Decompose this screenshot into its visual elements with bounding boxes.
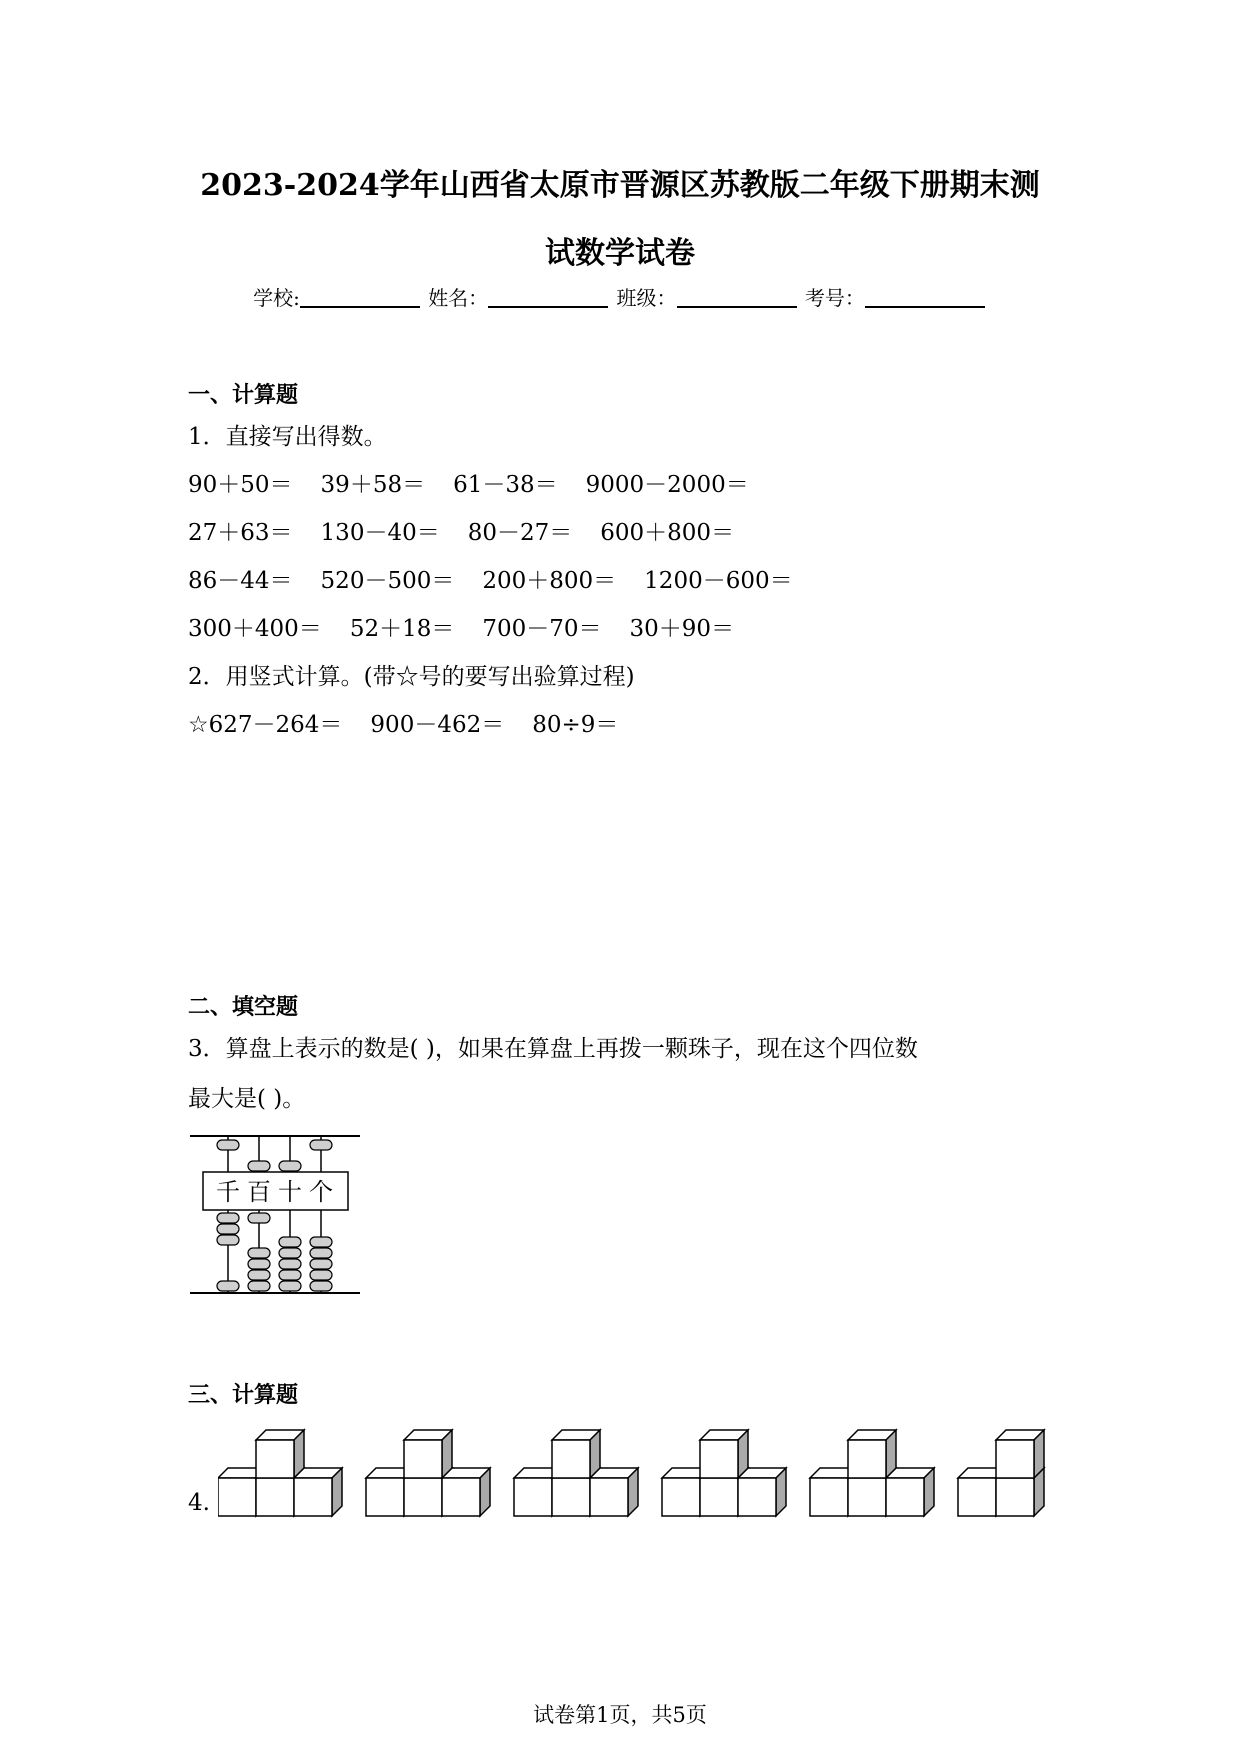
school-label: 学校: (253, 286, 300, 310)
abacus-label-thousands: 千 (216, 1178, 240, 1206)
q1-item: 520－500＝ (320, 568, 455, 594)
student-info-line (0, 282, 1240, 311)
exam-number-blank[interactable] (865, 286, 985, 308)
q3-line1: 3．算盘上表示的数是( )，如果在算盘上再拨一颗珠子，现在这个四位数 (188, 1036, 918, 1062)
class-label: 班级： (616, 286, 677, 310)
q1-row-1 (188, 466, 777, 499)
abacus-label-tens: 十 (278, 1178, 302, 1206)
q1-item: 86－44＝ (188, 568, 293, 594)
q4-number: 4. (188, 1490, 210, 1516)
cube-figure-1 (218, 1430, 342, 1516)
exam-number-label: 考号： (804, 286, 865, 310)
q2-item: ☆627－264＝ (188, 712, 343, 738)
cube-figure-4 (662, 1430, 786, 1516)
q1-item: 52＋18＝ (349, 616, 455, 642)
q1-item: 1200－600＝ (644, 568, 793, 594)
section1-heading: 一、计算题 (188, 382, 299, 408)
q1-item: 27＋63＝ (188, 520, 293, 546)
q1-item: 9000－2000＝ (585, 472, 749, 498)
exam-title-line1: 2023-2024学年山西省太原市晋源区苏教版二年级下册期末测 (200, 168, 1040, 203)
q2-text: 2．用竖式计算。(带☆号的要写出验算过程) (188, 664, 635, 690)
q1-row-2 (188, 514, 762, 547)
cube-figure-5 (810, 1430, 934, 1516)
q2-row (188, 706, 646, 739)
page-footer: 试卷第1页，共5页 (533, 1703, 707, 1727)
name-label: 姓名： (428, 286, 489, 310)
exam-title-line2: 试数学试卷 (545, 236, 695, 271)
q1-row-3 (188, 562, 821, 595)
q1-item: 61－38＝ (453, 472, 558, 498)
q1-item: 200＋800＝ (482, 568, 617, 594)
q1-text: 1．直接写出得数。 (188, 424, 387, 450)
school-blank[interactable] (300, 286, 420, 308)
q1-item: 90＋50＝ (188, 472, 293, 498)
q1-item: 700－70＝ (482, 616, 602, 642)
class-blank[interactable] (677, 286, 797, 308)
q1-item: 300＋400＝ (188, 616, 322, 642)
q1-item: 80－27＝ (467, 520, 573, 546)
cube-figure-6 (958, 1430, 1044, 1516)
q3-line2: 最大是( )。 (188, 1086, 306, 1112)
abacus-figure (188, 1128, 368, 1300)
section3-heading: 三、计算题 (188, 1382, 299, 1408)
section2-heading: 二、填空题 (188, 994, 299, 1020)
q1-item: 600＋800＝ (600, 520, 735, 546)
abacus-beads (217, 1140, 332, 1291)
q2-item: 80÷9＝ (532, 712, 619, 738)
abacus-label-hundreds: 百 (247, 1178, 271, 1206)
name-blank[interactable] (488, 286, 608, 308)
q2-item: 900－462＝ (370, 712, 505, 738)
q1-item: 30＋90＝ (629, 616, 735, 642)
q1-item: 130－40＝ (320, 520, 440, 546)
cube-figure-2 (366, 1430, 490, 1516)
cube-figures (218, 1418, 1058, 1518)
q1-item: 39＋58＝ (320, 472, 426, 498)
abacus-label-ones: 个 (309, 1178, 333, 1206)
q1-row-4 (188, 610, 762, 643)
cube-figure-3 (514, 1430, 638, 1516)
